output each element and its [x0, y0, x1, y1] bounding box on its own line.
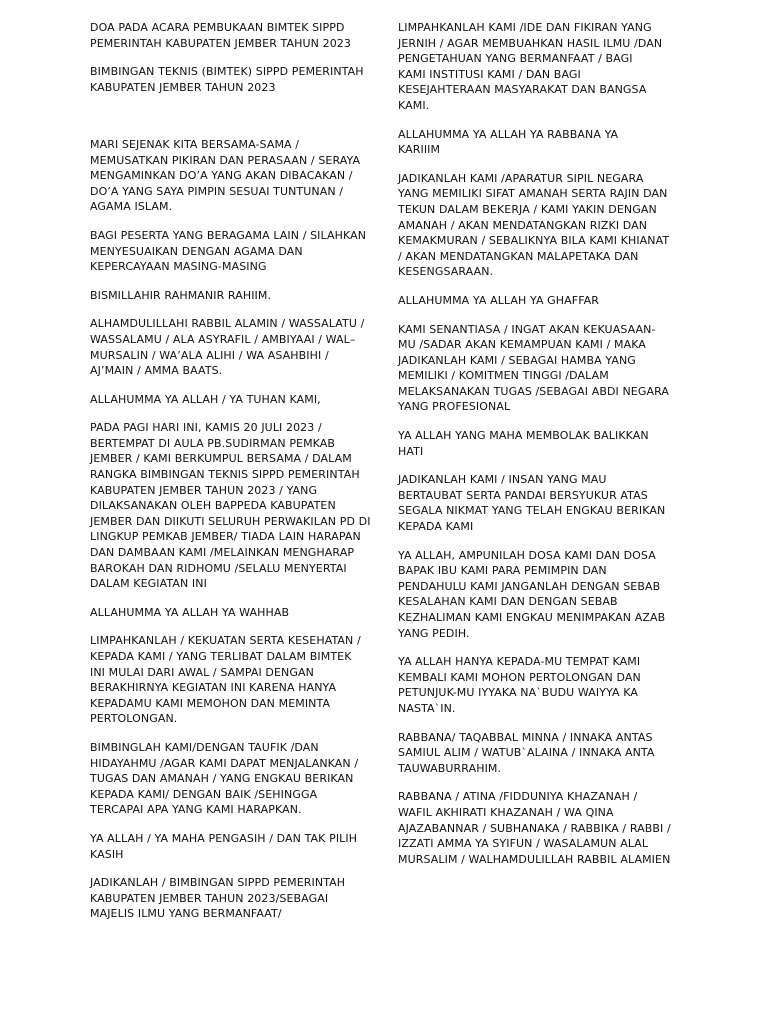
- doc-subtitle: BIMBINGAN TEKNIS (BIMTEK) SIPPD PEMERINTAH KABUPATEN JEMBER TAHUN 2023: [90, 65, 364, 94]
- paragraph: RABBANA/ TAQABBAL MINNA / INNAKA ANTAS SAMIUL ALIM / WATUB`ALAINA / INNAKA ANTA TAUWABURRAHIM.: [398, 730, 655, 775]
- paragraph: JADIKANLAH / BIMBINGAN SIPPD PEMERINTAH KABUPATEN JEMBER TAHUN 2023/SEBAGAI MAJELIS ILMU YANG BERMANFAAT/: [90, 876, 346, 921]
- paragraph: YA ALLAH, AMPUNILAH DOSA KAMI DAN DOSA BAPAK IBU KAMI PARA PEMIMPIN DAN PENDAHULU KAMI JANGANLAH DENGAN SEBAB KESALAHAN KAMI DAN DENGAN SEBAB KEZHALIMAN KAMI ENGKAU MENIMPAKAN AZAB YANG PEDIH.: [398, 548, 666, 640]
- paragraph: YA ALLAH / YA MAHA PENGASIH / DAN TAK PILIH KASIH: [90, 831, 358, 861]
- paragraph: ALLAHUMMA YA ALLAH YA WAHHAB: [90, 605, 290, 619]
- left-column: [90, 20, 390, 935]
- paragraph: YA ALLAH YANG MAHA MEMBOLAK BALIKKAN HATI: [398, 429, 649, 458]
- paragraph: JADIKANLAH KAMI / INSAN YANG MAU BERTAUBAT SERTA PANDAI BERSYUKUR ATAS SEGALA NIKMAT YANG TELAH ENGKAU BERIKAN KEPADA KAMI: [398, 473, 666, 534]
- paragraph: [90, 108, 390, 124]
- paragraph: YA ALLAH HANYA KEPADA-MU TEMPAT KAMI KEMBALI KAMI MOHON PERTOLONGAN DAN PETUNJUK-MU IYYAKA NA`BUDU WAIYYA KA NASTA`IN.: [398, 655, 641, 715]
- paragraph: ALLAHUMMA YA ALLAH YA GHAFFAR: [398, 293, 600, 307]
- paragraph: JADIKANLAH KAMI /APARATUR SIPIL NEGARA YANG MEMILIKI SIFAT AMANAH SERTA RAJIN DAN TEKUN DALAM BEKERJA / KAMI YAKIN DENGAN AMANAH / AKAN MENDATANGKAN RIZKI DAN KEMAKMURAN / SEBALIKNYA BILA KAMI KHIANAT / AKAN MENDATANGKAN MALAPETAKA DAN KESENGSARAAN.: [398, 171, 670, 279]
- paragraph: MARI SEJENAK KITA BERSAMA-SAMA / MEMUSATKAN PIKIRAN DAN PERASAAN / SERAYA MENGAMINKAN DO’A YANG AKAN DIBACAKAN / DO’A YANG SAYA PIMPIN SESUAI TUNTUNAN / AGAMA ISLAM.: [90, 137, 361, 214]
- right-column: [398, 20, 690, 880]
- paragraph: ALHAMDULILLAHI RABBIL ALAMIN / WASSALATU / WASSALAMU / ALA ASYRAFIL / AMBIYAAI / WAL– MURSALIN / WA’ALA ALIHI / WA ASAHBIHI / AJ’MAIN / AMMA BAATS.: [90, 317, 365, 378]
- paragraph: ALLAHUMMA YA ALLAH / YA TUHAN KAMI,: [90, 392, 321, 406]
- paragraph: LIMPAHKANLAH KAMI /IDE DAN FIKIRAN YANG JERNIH / AGAR MEMBUAHKAN HASIL ILMU /DAN PENGETAHUAN YANG BERMANFAAT / BAGI KAMI INSTITUSI KAMI / DAN BAGI KESEJAHTERAAN MASYARAKAT DAN BANGSA KAMI.: [398, 21, 663, 112]
- paragraph: ALLAHUMMA YA ALLAH YA RABBANA YA KARIIIM: [398, 127, 619, 157]
- paragraph: RABBANA / ATINA /FIDDUNIYA KHAZANAH / WAFIL AKHIRATI KHAZANAH / WA QINA AJAZABANNAR / SUBHANAKA / RABBIKA / RABBI / IZZATI AMMA YA SYIFUN / WASALAMUN ALAL MURSALIM / WALHAMDULILLAH RABBIL ALAMIEN: [398, 790, 671, 866]
- paragraph: KAMI SENANTIASA / INGAT AKAN KEKUASAAN- MU /SADAR AKAN KEMAMPUAN KAMI / MAKA JADIKANLAH KAMI / SEBAGAI HAMBA YANG MEMILIKI / KOMITMEN TINGGI /DALAM MELAKSANAKAN TUGAS /SEBAGAI ABDI NEGARA YANG PROFESIONAL: [398, 322, 670, 414]
- paragraph: BIMBINGLAH KAMI/DENGAN TAUFIK /DAN HIDAYAHMU /AGAR KAMI DAPAT MENJALANKAN / TUGAS DAN AMANAH / YANG ENGKAU BERIKAN KEPADA KAMI/ DENGAN BAIK /SEHINGGA TERCAPAI APA YANG KAMI HARAPKAN.: [90, 740, 359, 817]
- paragraph: BAGI PESERTA YANG BERAGAMA LAIN / SILAHKAN MENYESUAIKAN DENGAN AGAMA DAN KEPERCAYAAN MASING-MASING: [90, 228, 367, 274]
- doc-title: DOA PADA ACARA PEMBUKAAN BIMTEK SIPPD PEMERINTAH KABUPATEN JEMBER TAHUN 2023: [90, 21, 351, 50]
- paragraph: PADA PAGI HARI INI, KAMIS 20 JULI 2023 / BERTEMPAT DI AULA PB.SUDIRMAN PEMKAB JEMBER / KAMI BERKUMPUL BERSAMA / DALAM RANGKA BIMBINGAN TEKNIS SIPPD PEMERINTAH KABUPATEN JEMBER TAHUN 2023 / YANG DILAKSANAKAN OLEH BAPPEDA KABUPATEN JEMBER DAN DIIKUTI SELURUH PERWAKILAN PD DI LINGKUP PEMKAB JEMBER/ TIADA LAIN HARAPAN DAN DAMBAAN KAMI /MELAINKAN MENGHARAP BAROKAH DAN RIDHOMU /SELALU MENYERTAI DALAM KEGIATAN INI: [90, 421, 371, 591]
- paragraph: LIMPAHKANLAH / KEKUATAN SERTA KESEHATAN / KEPADA KAMI / YANG TERLIBAT DALAM BIMTEK INI MULAI DARI AWAL / SAMPAI DENGAN BERAKHIRNYA KEGIATAN INI KARENA HANYA KEPADAMU KAMI MEMOHON DAN MEMINTA PERTOLONGAN.: [90, 634, 361, 726]
- paragraph: BISMILLAHIR RAHMANIR RAHIIM.: [90, 288, 272, 302]
